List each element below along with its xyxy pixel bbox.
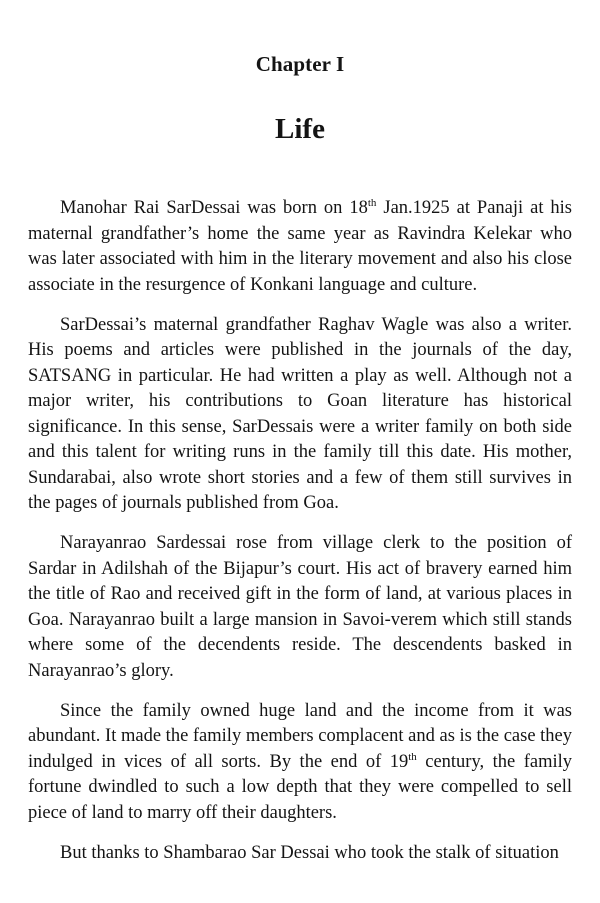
paragraph-shambarao: But thanks to Shambarao Sar Dessai who took the stalk of situation [60, 842, 559, 863]
paragraph-birth [28, 196, 572, 298]
chapter-label: Chapter I [255, 52, 345, 76]
paragraph-text: Jan.1925 at Panaji at his maternal grandfather’s home the same year as Ravindra Kelekar who was later associated with him in the literary movement and also his close associate in the resurgence of Konkani language and culture. [28, 198, 572, 295]
body-text [28, 196, 572, 866]
chapter-title: Life [275, 113, 325, 145]
paragraph-text: Since the family owned huge land and the income from it was abundant. It made the family members complacent and as is the case they indulged in vices of all sorts. By the end of 19 [28, 700, 573, 772]
paragraph-narayanrao: Narayanrao Sardessai rose from village clerk to the position of Sardar in Adilshah of the Bijapur’s court. His act of bravery earned him the title of Rao and received gift in the form of land, at various places in Goa. Narayanrao built a large mansion in Savoi-verem which still stands where some of the decendents reside. The descendents basked in Narayanrao’s glory. [28, 533, 572, 681]
ordinal-superscript: th [408, 750, 417, 763]
paragraph-grandfather: SarDessai’s maternal grandfather Raghav Wagle was also a writer. His poems and articles were published in the journals of the day, SATSANG in particular. He had written a play as well. Although not a major writer, his contributions to Goan literature has historical significance. In this sense, SarDessais were a writer family on both side and this talent for writing runs in the family till this date. His mother, Sundarabai, also wrote short stories and a few of them still survives in the pages of journals published from Goa. [28, 314, 572, 513]
paragraph-family-fortune [28, 699, 572, 827]
ordinal-superscript: th [367, 197, 377, 209]
paragraph-text: Manohar Rai SarDessai was born on 18 [60, 198, 368, 218]
paragraph-text: century, the family fortune dwindled to such a low depth that they were compelled to sell piece of land to marry off their daughters. [28, 751, 572, 823]
